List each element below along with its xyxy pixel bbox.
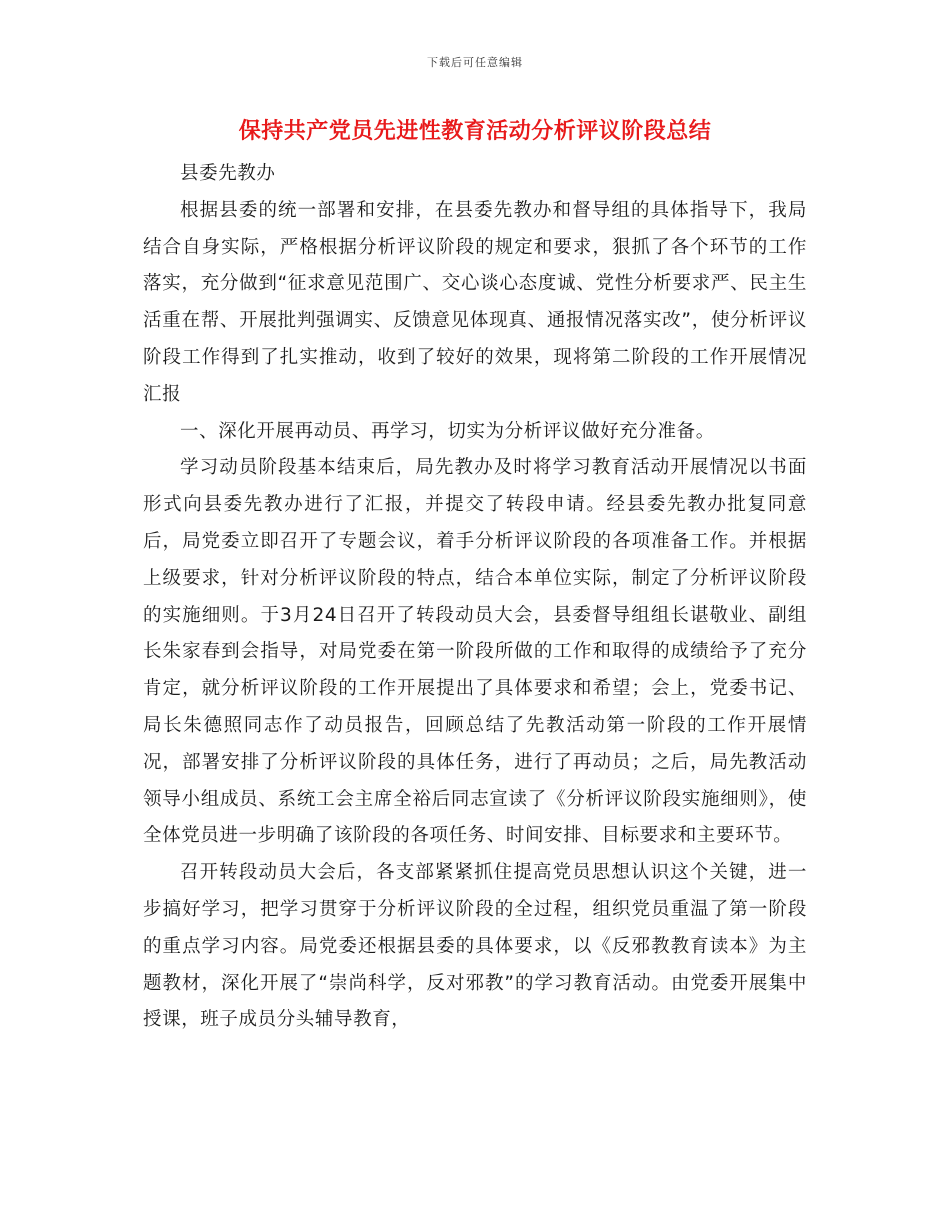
document-title: 保持共产党员先进性教育活动分析评议阶段总结 — [238, 119, 712, 144]
document-body — [143, 156, 807, 1039]
paragraph-author: 县委先教办 — [180, 163, 276, 184]
paragraph-section-heading: 一、深化开展再动员、再学习，切实为分析评议做好充分准备。 — [180, 420, 715, 442]
page-header: 下载后可任意编辑 — [427, 56, 523, 69]
paragraph-intro: 根据县委的统一部署和安排，在县委先教办和督导组的具体指导下，我局结合自身实际，严格根据分析评议阶段的规定和要求，狠抓了各个环节的工作落实，充分做到“征求意见范围广、交心谈心态度诚、党性分析要求严、民主生活重在帮、开展批判强调实、反馈意见体现真、通报情况落实改”，使分析评议阶段工作得到了扎实推动，收到了较好的效果，现将第二阶段的工作开展情况汇报 — [143, 199, 807, 405]
paragraph-body: 学习动员阶段基本结束后，局先教办及时将学习教育活动开展情况以书面形式向县委先教办进行了汇报，并提交了转段申请。经县委先教办批复同意后，局党委立即召开了专题会议，着手分析评议阶段的各项准备工作。并根据上级要求，针对分析评议阶段的特点，结合本单位实际，制定了分析评议阶段的实施细则。于3月24日召开了转段动员大会，县委督导组组长谌敬业、副组长朱家春到会指导，对局党委在第一阶段所做的工作和取得的成绩给予了充分肯定，就分析评议阶段的工作开展提出了具体要求和希望；会上，党委书记、局长朱德照同志作了动员报告，回顾总结了先教活动第一阶段的工作开展情况，部署安排了分析评议阶段的具体任务，进行了再动员；之后，局先教活动领导小组成员、系统工会主席全裕后同志宣读了《分析评议阶段实施细则》，使全体党员进一步明确了该阶段的各项任务、时间安排、目标要求和主要环节。 — [143, 457, 807, 847]
paragraph-body: 召开转段动员大会后，各支部紧紧抓住提高党员思想认识这个关键，进一步搞好学习，把学习贯穿于分析评议阶段的全过程，组织党员重温了第一阶段的重点学习内容。局党委还根据县委的具体要求，以《反邪教教育读本》为主题教材，深化开展了“崇尚科学，反对邪教”的学习教育活动。由党委开展集中授课，班子成员分头辅导教育， — [143, 862, 807, 1031]
